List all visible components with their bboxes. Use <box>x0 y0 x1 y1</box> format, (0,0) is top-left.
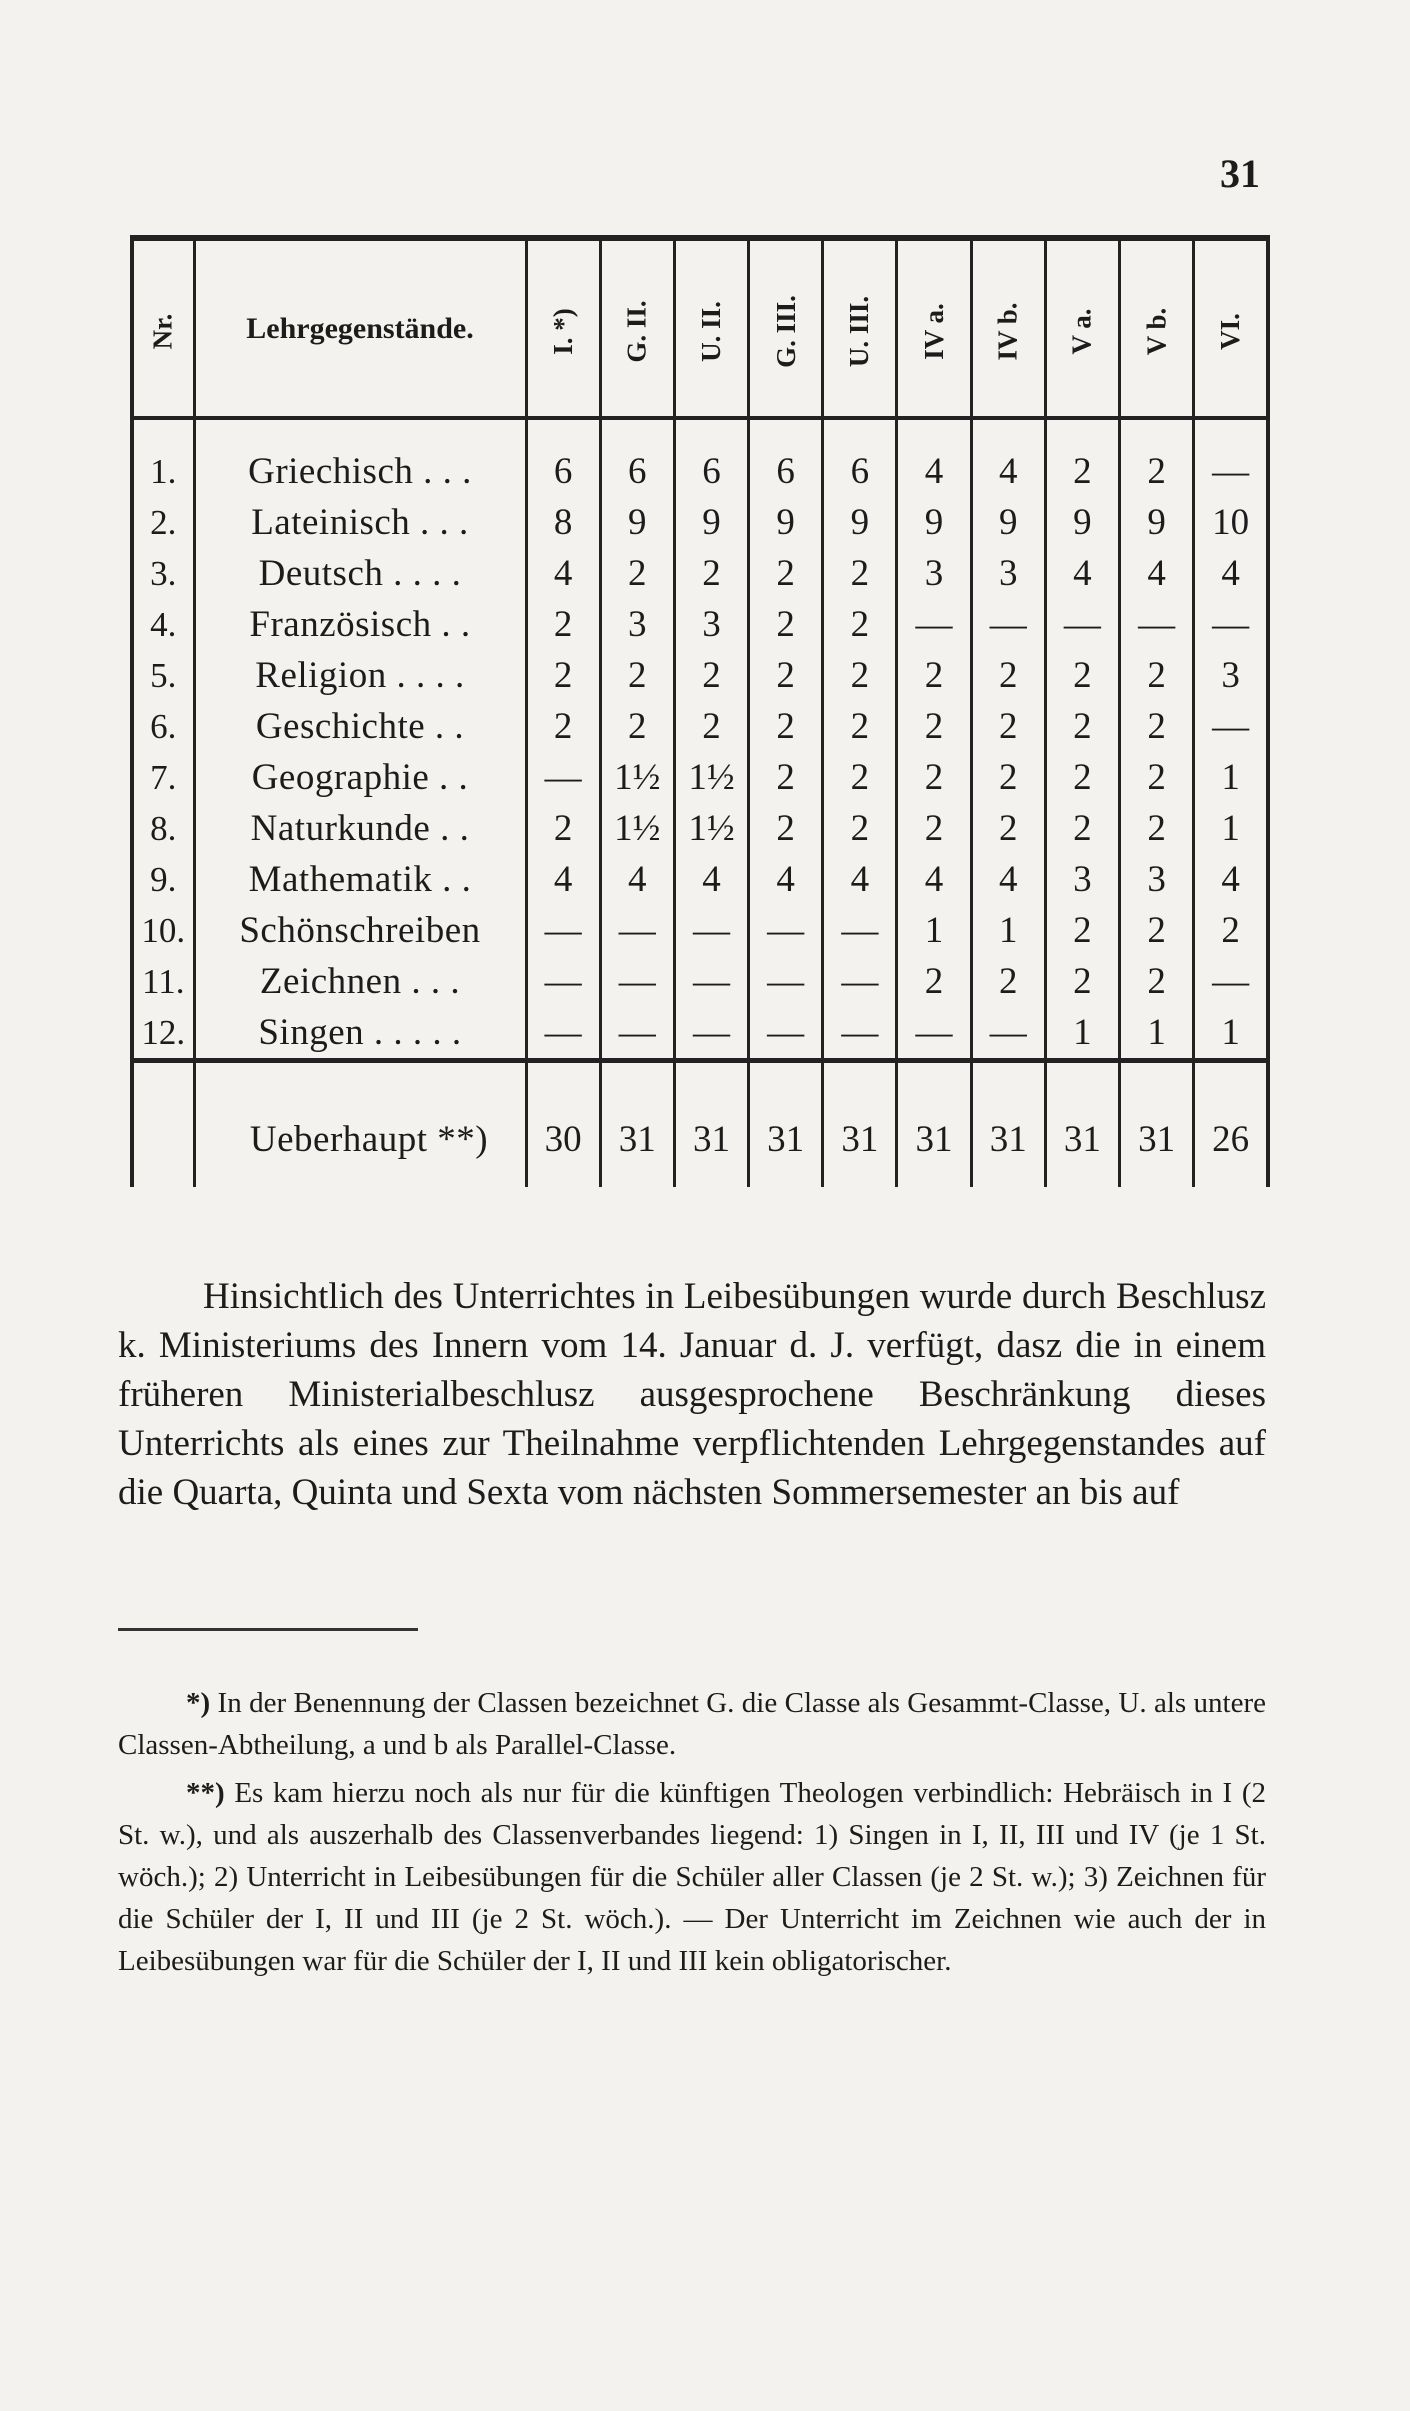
hours-cell: — <box>823 905 897 956</box>
subject-name: Lateinisch . . . <box>194 497 526 548</box>
hours-cell: 4 <box>1120 548 1194 599</box>
hours-cell: 2 <box>526 599 600 650</box>
hours-cell: 2 <box>823 803 897 854</box>
hours-cell: 4 <box>526 548 600 599</box>
total-cell: 31 <box>1120 1061 1194 1188</box>
footnotes <box>118 1682 1266 1988</box>
subject-name: Schönschreiben <box>194 905 526 956</box>
table-row <box>132 497 1268 548</box>
hours-cell: 2 <box>1194 905 1268 956</box>
table-row <box>132 803 1268 854</box>
lesson-table-container <box>130 235 1270 1187</box>
hours-cell: 9 <box>749 497 823 548</box>
hours-cell: — <box>1045 599 1119 650</box>
hours-cell: 9 <box>823 497 897 548</box>
row-number: 10. <box>132 905 194 956</box>
row-number: 11. <box>132 956 194 1007</box>
table-body <box>132 418 1268 1061</box>
total-cell: 30 <box>526 1061 600 1188</box>
column-header <box>1194 238 1268 418</box>
hours-cell: — <box>600 905 674 956</box>
hours-cell: — <box>1194 418 1268 497</box>
hours-cell: 3 <box>1045 854 1119 905</box>
hours-cell: 1 <box>971 905 1045 956</box>
hours-cell: 4 <box>897 854 971 905</box>
hours-cell: 1 <box>1194 803 1268 854</box>
hours-cell: 2 <box>971 956 1045 1007</box>
hours-cell: 2 <box>749 803 823 854</box>
hours-cell: — <box>526 905 600 956</box>
hours-cell: 6 <box>749 418 823 497</box>
hours-cell: — <box>1194 599 1268 650</box>
hours-cell: 1 <box>1045 1007 1119 1061</box>
hours-cell: 3 <box>600 599 674 650</box>
hours-cell: 2 <box>1045 905 1119 956</box>
lesson-hours-table <box>130 235 1270 1187</box>
hours-cell: 2 <box>674 650 748 701</box>
hours-cell: 3 <box>674 599 748 650</box>
table-row <box>132 1007 1268 1061</box>
column-header <box>526 238 600 418</box>
column-header: Lehrgegenstände. <box>194 238 526 418</box>
hours-cell: 2 <box>897 650 971 701</box>
hours-cell: 2 <box>749 548 823 599</box>
column-header <box>897 238 971 418</box>
column-header-label: V a. <box>1066 308 1097 355</box>
hours-cell: 2 <box>823 650 897 701</box>
hours-cell: — <box>674 1007 748 1061</box>
subject-name: Geographie . . <box>194 752 526 803</box>
hours-cell: 2 <box>823 701 897 752</box>
hours-cell: 2 <box>600 701 674 752</box>
hours-cell: 2 <box>897 752 971 803</box>
hours-cell: 2 <box>600 548 674 599</box>
column-header <box>823 238 897 418</box>
total-blank-cell <box>132 1061 194 1188</box>
hours-cell: 4 <box>674 854 748 905</box>
hours-cell: 2 <box>971 701 1045 752</box>
hours-cell: 4 <box>1194 854 1268 905</box>
hours-cell: 4 <box>971 854 1045 905</box>
hours-cell: 3 <box>897 548 971 599</box>
hours-cell: 9 <box>600 497 674 548</box>
hours-cell: — <box>600 1007 674 1061</box>
total-cell: 31 <box>971 1061 1045 1188</box>
hours-cell: 2 <box>897 803 971 854</box>
hours-cell: — <box>674 905 748 956</box>
table-row <box>132 905 1268 956</box>
subject-name: Deutsch . . . . <box>194 548 526 599</box>
hours-cell: 2 <box>526 650 600 701</box>
footnote-divider <box>118 1628 418 1631</box>
row-number: 7. <box>132 752 194 803</box>
column-header <box>674 238 748 418</box>
hours-cell: 2 <box>971 650 1045 701</box>
column-header-label: U. III. <box>844 295 875 368</box>
hours-cell: 6 <box>674 418 748 497</box>
body-paragraph: Hinsichtlich des Unterrichtes in Leibesübungen wurde durch Beschlusz k. Ministeriums des Innern vom 14. Januar d. J. verfügt, dasz die in einem früheren Ministerialbeschlusz ausgesprochene Beschränkung dieses Unterrichts als eines zur Theilnahme verpflichtenden Lehrgegenstandes auf die Quarta, Quinta und Sexta vom nächsten Sommersemester an bis auf <box>118 1276 1266 1513</box>
hours-cell: 2 <box>1045 803 1119 854</box>
row-number: 1. <box>132 418 194 497</box>
hours-cell: 2 <box>897 956 971 1007</box>
column-header-label: U. II. <box>695 301 726 362</box>
table-row <box>132 854 1268 905</box>
column-header-label: IV a. <box>918 303 949 360</box>
footnote-1 <box>118 1682 1266 1766</box>
hours-cell: 2 <box>1120 752 1194 803</box>
subject-name: Singen . . . . . <box>194 1007 526 1061</box>
total-cell: 31 <box>823 1061 897 1188</box>
hours-cell: 1 <box>1120 1007 1194 1061</box>
hours-cell: 2 <box>749 752 823 803</box>
hours-cell: 2 <box>1120 956 1194 1007</box>
subject-name: Mathematik . . <box>194 854 526 905</box>
hours-cell: — <box>674 956 748 1007</box>
column-header-label: IV b. <box>992 302 1023 361</box>
column-header-label: Nr. <box>147 313 178 350</box>
hours-cell: — <box>749 1007 823 1061</box>
hours-cell: — <box>526 1007 600 1061</box>
column-header-label: VI. <box>1215 313 1246 350</box>
hours-cell: — <box>1120 599 1194 650</box>
hours-cell: 4 <box>823 854 897 905</box>
column-header <box>600 238 674 418</box>
hours-cell: 1½ <box>674 752 748 803</box>
row-number: 6. <box>132 701 194 752</box>
hours-cell: 4 <box>1194 548 1268 599</box>
hours-cell: — <box>897 599 971 650</box>
hours-cell: 2 <box>1120 418 1194 497</box>
hours-cell: — <box>1194 701 1268 752</box>
table-total <box>132 1061 1268 1188</box>
hours-cell: 2 <box>1045 701 1119 752</box>
footnote-2-mark: **) <box>186 1777 225 1809</box>
hours-cell: 9 <box>897 497 971 548</box>
hours-cell: 2 <box>526 803 600 854</box>
column-header <box>749 238 823 418</box>
hours-cell: 4 <box>897 418 971 497</box>
hours-cell: 3 <box>1120 854 1194 905</box>
row-number: 9. <box>132 854 194 905</box>
footnote-2-text: Es kam hierzu noch als nur für die künftigen Theologen verbindlich: Hebräisch in I (2 St. w.), und als auszerhalb des Classenverbandes liegend: 1) Singen in I, II, III und IV (je 1 St. wöch.); 2) Unterricht in Leibesübungen für die Schüler aller Classen (je 2 St. w.); 3) Zeichnen für die Schüler der I, II und III (je 2 St. wöch.). — Der Unterricht im Zeichnen wie auch der in Leibesübungen war für die Schüler der I, II und III kein obligatorischer. <box>118 1777 1266 1977</box>
hours-cell: 6 <box>823 418 897 497</box>
hours-cell: 8 <box>526 497 600 548</box>
page-number: 31 <box>1220 151 1260 196</box>
total-cell: 31 <box>749 1061 823 1188</box>
hours-cell: 2 <box>674 701 748 752</box>
row-number: 5. <box>132 650 194 701</box>
hours-cell: 9 <box>1045 497 1119 548</box>
column-header-label: G. III. <box>770 295 801 368</box>
total-cell: 31 <box>1045 1061 1119 1188</box>
hours-cell: 2 <box>1045 650 1119 701</box>
table-row <box>132 701 1268 752</box>
column-header <box>971 238 1045 418</box>
hours-cell: 2 <box>971 803 1045 854</box>
total-cell: 31 <box>897 1061 971 1188</box>
column-header <box>1120 238 1194 418</box>
hours-cell: 1½ <box>600 803 674 854</box>
hours-cell: 2 <box>526 701 600 752</box>
subject-name: Religion . . . . <box>194 650 526 701</box>
hours-cell: 2 <box>749 650 823 701</box>
hours-cell: — <box>749 956 823 1007</box>
hours-cell: 9 <box>971 497 1045 548</box>
hours-cell: 6 <box>526 418 600 497</box>
row-number: 12. <box>132 1007 194 1061</box>
column-header-label: G. II. <box>621 300 652 363</box>
hours-cell: — <box>897 1007 971 1061</box>
hours-cell: 2 <box>1045 956 1119 1007</box>
hours-cell: 6 <box>600 418 674 497</box>
hours-cell: 2 <box>600 650 674 701</box>
total-cell: 31 <box>674 1061 748 1188</box>
hours-cell: 1 <box>1194 1007 1268 1061</box>
hours-cell: 10 <box>1194 497 1268 548</box>
total-row <box>132 1061 1268 1188</box>
hours-cell: 9 <box>674 497 748 548</box>
body-text <box>118 1272 1266 1517</box>
hours-cell: 1½ <box>674 803 748 854</box>
hours-cell: — <box>1194 956 1268 1007</box>
table-row <box>132 418 1268 497</box>
footnote-2 <box>118 1772 1266 1982</box>
hours-cell: — <box>823 956 897 1007</box>
hours-cell: 3 <box>1194 650 1268 701</box>
hours-cell: — <box>971 1007 1045 1061</box>
hours-cell: 4 <box>971 418 1045 497</box>
table-row <box>132 650 1268 701</box>
hours-cell: 2 <box>749 599 823 650</box>
hours-cell: 2 <box>1120 701 1194 752</box>
subject-name: Zeichnen . . . <box>194 956 526 1007</box>
subject-name: Griechisch . . . <box>194 418 526 497</box>
total-cell: 26 <box>1194 1061 1268 1188</box>
hours-cell: 4 <box>1045 548 1119 599</box>
hours-cell: 4 <box>526 854 600 905</box>
hours-cell: 2 <box>897 701 971 752</box>
hours-cell: 2 <box>749 701 823 752</box>
hours-cell: — <box>526 752 600 803</box>
hours-cell: — <box>526 956 600 1007</box>
row-number: 2. <box>132 497 194 548</box>
total-label: Ueberhaupt **) <box>194 1061 526 1188</box>
hours-cell: 9 <box>1120 497 1194 548</box>
table-row <box>132 548 1268 599</box>
hours-cell: 2 <box>674 548 748 599</box>
hours-cell: 2 <box>1120 650 1194 701</box>
hours-cell: 1½ <box>600 752 674 803</box>
footnote-1-text: In der Benennung der Classen bezeichnet G. die Classe als Gesammt-Classe, U. als untere Classen-Abtheilung, a und b als Parallel-Classe. <box>118 1687 1267 1761</box>
table-row <box>132 599 1268 650</box>
row-number: 3. <box>132 548 194 599</box>
hours-cell: 2 <box>971 752 1045 803</box>
footnote-1-mark: *) <box>186 1687 211 1719</box>
hours-cell: 2 <box>823 548 897 599</box>
hours-cell: 2 <box>823 599 897 650</box>
column-header-label: V b. <box>1141 307 1172 356</box>
total-cell: 31 <box>600 1061 674 1188</box>
row-number: 4. <box>132 599 194 650</box>
hours-cell: 2 <box>1120 803 1194 854</box>
table-row <box>132 752 1268 803</box>
subject-name: Naturkunde . . <box>194 803 526 854</box>
hours-cell: 2 <box>1120 905 1194 956</box>
table-header-row <box>132 238 1268 418</box>
hours-cell: 1 <box>897 905 971 956</box>
column-header <box>132 238 194 418</box>
hours-cell: 4 <box>600 854 674 905</box>
hours-cell: 3 <box>971 548 1045 599</box>
table-row <box>132 956 1268 1007</box>
subject-name: Geschichte . . <box>194 701 526 752</box>
hours-cell: 2 <box>823 752 897 803</box>
column-header-label: I. *) <box>547 308 578 355</box>
hours-cell: — <box>971 599 1045 650</box>
row-number: 8. <box>132 803 194 854</box>
subject-name: Französisch . . <box>194 599 526 650</box>
hours-cell: — <box>749 905 823 956</box>
hours-cell: — <box>600 956 674 1007</box>
hours-cell: 2 <box>1045 418 1119 497</box>
hours-cell: 2 <box>1045 752 1119 803</box>
column-header <box>1045 238 1119 418</box>
hours-cell: — <box>823 1007 897 1061</box>
hours-cell: 1 <box>1194 752 1268 803</box>
hours-cell: 4 <box>749 854 823 905</box>
